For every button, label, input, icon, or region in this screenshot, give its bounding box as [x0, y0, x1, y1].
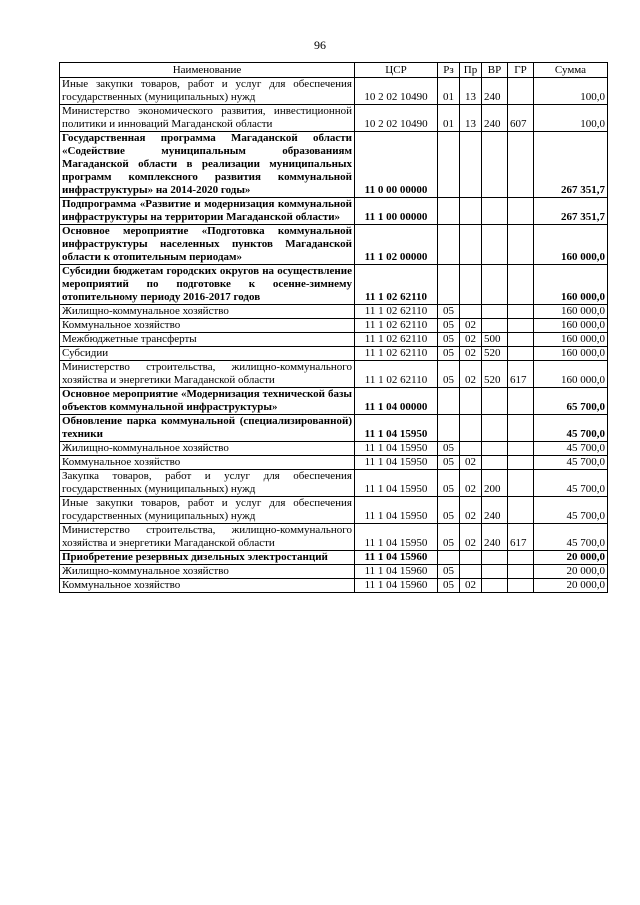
row-rz	[438, 132, 460, 198]
row-vr: 240	[482, 524, 508, 551]
row-csr: 11 1 04 15960	[355, 551, 438, 565]
page-number: 96	[314, 38, 326, 52]
row-pr	[460, 198, 482, 225]
row-rz	[438, 198, 460, 225]
row-gr	[508, 388, 534, 415]
row-pr	[460, 225, 482, 265]
row-vr: 240	[482, 78, 508, 105]
row-gr	[508, 456, 534, 470]
row-csr: 11 1 04 15960	[355, 565, 438, 579]
row-gr: 617	[508, 524, 534, 551]
row-rz	[438, 415, 460, 442]
header-name: Наименование	[60, 63, 355, 78]
header-vr: ВР	[482, 63, 508, 78]
row-gr	[508, 551, 534, 565]
row-rz: 05	[438, 347, 460, 361]
row-csr: 11 1 04 15950	[355, 442, 438, 456]
row-vr	[482, 265, 508, 305]
row-pr: 02	[460, 361, 482, 388]
row-pr	[460, 265, 482, 305]
row-sum: 100,0	[534, 78, 608, 105]
row-csr: 11 1 04 15950	[355, 470, 438, 497]
row-name: Жилищно-коммунальное хозяйство	[60, 565, 355, 579]
row-sum: 45 700,0	[534, 442, 608, 456]
row-pr	[460, 415, 482, 442]
table-row	[60, 524, 608, 551]
row-name: Субсидии бюджетам городских округов на осуществление мероприятий по подготовке к осенне-зимнему отопительному периоду 2016-2017 годов	[60, 265, 355, 305]
row-name: Основное мероприятие «Модернизация технической базы объектов коммунальной инфраструктуры»	[60, 388, 355, 415]
row-pr: 02	[460, 579, 482, 593]
row-pr	[460, 565, 482, 579]
table-row	[60, 319, 608, 333]
row-gr	[508, 305, 534, 319]
row-csr: 11 1 02 62110	[355, 319, 438, 333]
row-sum: 160 000,0	[534, 319, 608, 333]
row-name: Министерство экономического развития, инвестиционной политики и инноваций Магаданской области	[60, 105, 355, 132]
row-vr	[482, 198, 508, 225]
row-csr: 11 1 04 15960	[355, 579, 438, 593]
row-rz: 05	[438, 333, 460, 347]
row-sum: 45 700,0	[534, 470, 608, 497]
row-name: Жилищно-коммунальное хозяйство	[60, 442, 355, 456]
header-csr: ЦСР	[355, 63, 438, 78]
row-pr: 02	[460, 333, 482, 347]
row-pr	[460, 305, 482, 319]
row-name: Подпрограмма «Развитие и модернизация коммунальной инфраструктуры на территории Магаданской области»	[60, 198, 355, 225]
row-rz: 05	[438, 361, 460, 388]
table-row	[60, 551, 608, 565]
table-row	[60, 415, 608, 442]
row-gr	[508, 319, 534, 333]
row-vr: 200	[482, 470, 508, 497]
row-pr: 13	[460, 78, 482, 105]
budget-table	[59, 62, 608, 593]
row-gr	[508, 565, 534, 579]
row-rz: 05	[438, 456, 460, 470]
row-sum: 20 000,0	[534, 565, 608, 579]
row-gr	[508, 347, 534, 361]
row-vr	[482, 319, 508, 333]
row-sum: 160 000,0	[534, 333, 608, 347]
row-sum: 20 000,0	[534, 551, 608, 565]
table-row	[60, 497, 608, 524]
row-name: Субсидии	[60, 347, 355, 361]
row-sum: 160 000,0	[534, 305, 608, 319]
row-name: Коммунальное хозяйство	[60, 579, 355, 593]
row-sum: 45 700,0	[534, 456, 608, 470]
row-csr: 11 0 00 00000	[355, 132, 438, 198]
row-gr	[508, 579, 534, 593]
table-row	[60, 225, 608, 265]
row-csr: 11 1 02 62110	[355, 305, 438, 319]
row-pr: 02	[460, 524, 482, 551]
row-csr: 11 1 02 62110	[355, 265, 438, 305]
row-rz: 01	[438, 78, 460, 105]
row-gr	[508, 333, 534, 347]
table-row	[60, 333, 608, 347]
row-name: Иные закупки товаров, работ и услуг для обеспечения государственных (муниципальных) нужд	[60, 497, 355, 524]
row-vr: 520	[482, 347, 508, 361]
row-csr: 11 1 04 00000	[355, 388, 438, 415]
row-gr	[508, 78, 534, 105]
row-vr: 240	[482, 105, 508, 132]
row-name: Закупка товаров, работ и услуг для обеспечения государственных (муниципальных) нужд	[60, 470, 355, 497]
row-gr	[508, 132, 534, 198]
row-csr: 10 2 02 10490	[355, 105, 438, 132]
header-pr: Пр	[460, 63, 482, 78]
row-name: Межбюджетные трансферты	[60, 333, 355, 347]
row-pr	[460, 551, 482, 565]
row-rz: 01	[438, 105, 460, 132]
row-sum: 45 700,0	[534, 415, 608, 442]
row-pr: 02	[460, 470, 482, 497]
row-rz: 05	[438, 470, 460, 497]
row-sum: 45 700,0	[534, 524, 608, 551]
row-gr	[508, 470, 534, 497]
row-csr: 11 1 04 15950	[355, 497, 438, 524]
row-vr	[482, 415, 508, 442]
row-name: Коммунальное хозяйство	[60, 456, 355, 470]
row-name: Государственная программа Магаданской области «Содействие муниципальным образованиям Магаданской области в реализации муниципальных программ комплексного развития коммунальной инфраструктуры» на 2014-2020 годы»	[60, 132, 355, 198]
row-sum: 45 700,0	[534, 497, 608, 524]
table-row	[60, 78, 608, 105]
row-sum: 160 000,0	[534, 361, 608, 388]
row-sum: 65 700,0	[534, 388, 608, 415]
row-csr: 11 1 02 00000	[355, 225, 438, 265]
row-name: Обновление парка коммунальной (специализированной) техники	[60, 415, 355, 442]
row-sum: 267 351,7	[534, 132, 608, 198]
row-vr	[482, 442, 508, 456]
row-rz	[438, 265, 460, 305]
row-rz: 05	[438, 319, 460, 333]
table-body	[60, 78, 608, 593]
row-pr: 13	[460, 105, 482, 132]
table-row	[60, 105, 608, 132]
row-csr: 11 1 02 62110	[355, 347, 438, 361]
row-sum: 267 351,7	[534, 198, 608, 225]
row-csr: 11 1 02 62110	[355, 333, 438, 347]
table-row	[60, 361, 608, 388]
row-csr: 11 1 04 15950	[355, 524, 438, 551]
row-rz	[438, 225, 460, 265]
row-rz	[438, 388, 460, 415]
row-vr	[482, 305, 508, 319]
row-csr: 11 1 02 62110	[355, 361, 438, 388]
row-vr	[482, 388, 508, 415]
row-sum: 160 000,0	[534, 347, 608, 361]
row-gr	[508, 497, 534, 524]
table-row	[60, 442, 608, 456]
row-rz: 05	[438, 579, 460, 593]
row-gr	[508, 265, 534, 305]
row-gr: 607	[508, 105, 534, 132]
table-row	[60, 305, 608, 319]
row-rz: 05	[438, 305, 460, 319]
row-name: Коммунальное хозяйство	[60, 319, 355, 333]
row-gr	[508, 415, 534, 442]
row-vr	[482, 225, 508, 265]
header-sum: Сумма	[534, 63, 608, 78]
row-gr	[508, 442, 534, 456]
row-vr	[482, 456, 508, 470]
table-row	[60, 579, 608, 593]
row-rz	[438, 551, 460, 565]
row-pr: 02	[460, 497, 482, 524]
row-gr	[508, 198, 534, 225]
header-rz: Рз	[438, 63, 460, 78]
row-sum: 20 000,0	[534, 579, 608, 593]
table-row	[60, 456, 608, 470]
row-vr: 520	[482, 361, 508, 388]
row-sum: 100,0	[534, 105, 608, 132]
row-pr	[460, 132, 482, 198]
row-csr: 11 1 04 15950	[355, 456, 438, 470]
table-row	[60, 265, 608, 305]
row-name: Приобретение резервных дизельных электростанций	[60, 551, 355, 565]
table-row	[60, 347, 608, 361]
row-rz: 05	[438, 565, 460, 579]
row-rz: 05	[438, 442, 460, 456]
row-name: Жилищно-коммунальное хозяйство	[60, 305, 355, 319]
row-csr: 11 1 04 15950	[355, 415, 438, 442]
table-row	[60, 198, 608, 225]
row-vr	[482, 551, 508, 565]
row-csr: 11 1 00 00000	[355, 198, 438, 225]
row-name: Иные закупки товаров, работ и услуг для обеспечения государственных (муниципальных) нужд	[60, 78, 355, 105]
table-row	[60, 470, 608, 497]
row-vr: 500	[482, 333, 508, 347]
row-name: Министерство строительства, жилищно-коммунального хозяйства и энергетики Магаданской области	[60, 361, 355, 388]
table-row	[60, 388, 608, 415]
row-gr	[508, 225, 534, 265]
row-gr: 617	[508, 361, 534, 388]
row-vr	[482, 579, 508, 593]
row-name: Министерство строительства, жилищно-коммунального хозяйства и энергетики Магаданской области	[60, 524, 355, 551]
table-row	[60, 132, 608, 198]
row-sum: 160 000,0	[534, 265, 608, 305]
row-vr: 240	[482, 497, 508, 524]
row-pr: 02	[460, 319, 482, 333]
table-row	[60, 565, 608, 579]
row-rz: 05	[438, 497, 460, 524]
header-gr: ГР	[508, 63, 534, 78]
row-pr	[460, 442, 482, 456]
table-header-row	[60, 63, 608, 78]
row-name: Основное мероприятие «Подготовка коммунальной инфраструктуры населенных пунктов Магаданской области к отопительным периодам»	[60, 225, 355, 265]
row-rz: 05	[438, 524, 460, 551]
row-csr: 10 2 02 10490	[355, 78, 438, 105]
row-sum: 160 000,0	[534, 225, 608, 265]
row-pr: 02	[460, 456, 482, 470]
row-pr	[460, 388, 482, 415]
row-pr: 02	[460, 347, 482, 361]
row-vr	[482, 132, 508, 198]
row-vr	[482, 565, 508, 579]
